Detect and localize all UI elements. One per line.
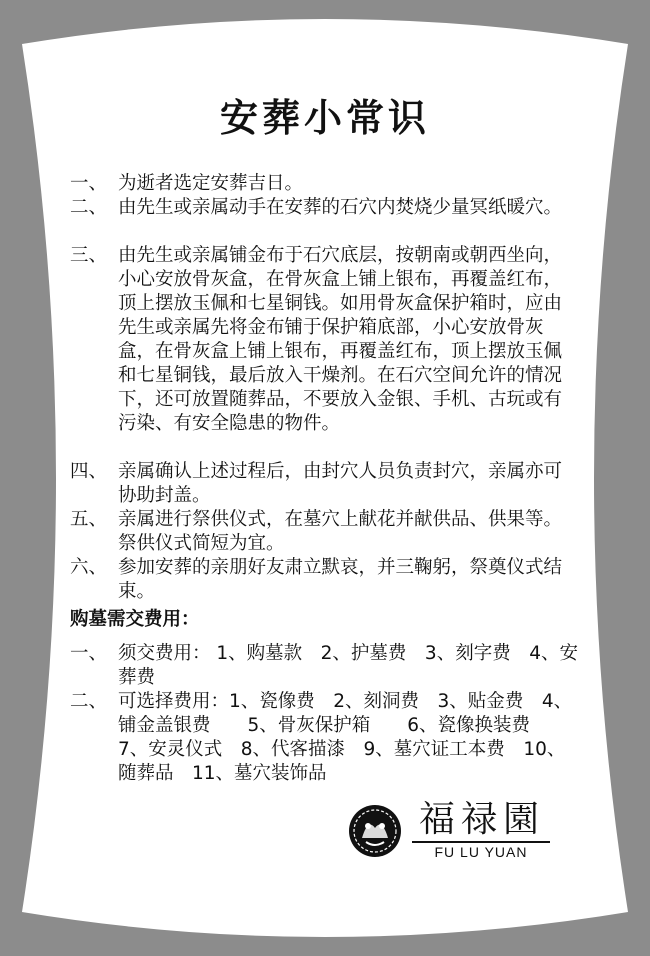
fee-number: 一、 [70, 643, 108, 664]
page-title: 安葬小常识 [219, 96, 430, 140]
fee-item-2 [70, 690, 578, 786]
rule-number: 五、 [70, 509, 108, 530]
logo-english-name: FU LU YUAN [434, 844, 528, 860]
emblem-icon [348, 804, 402, 858]
fu-lu-yuan-logo [348, 800, 558, 864]
rule-number: 四、 [70, 461, 108, 482]
fee-text: 可选择费用：1、瓷像费 2、刻洞费 3、贴金费 4、铺金盖银费 5、骨灰保护箱 6、瓷像换装费 7、安灵仪式 8、代客描漆 9、墓穴证工本费 10、随葬品 11、墓穴装饰品 [118, 691, 573, 784]
rule-number: 三、 [70, 245, 108, 266]
rule-item-3 [70, 244, 578, 436]
rule-text: 由先生或亲属动手在安葬的石穴内焚烧少量冥纸暖穴。 [118, 197, 563, 218]
rule-text: 由先生或亲属铺金布于石穴底层，按朝南或朝西坐向，小心安放骨灰盒，在骨灰盒上铺上银布，再覆盖红布，顶上摆放玉佩和七星铜钱。如用骨灰盒保护箱时，应由先生或亲属先将金布铺于保护箱底部，小心安放骨灰盒，在骨灰盒上铺上银布，再覆盖红布，顶上摆放玉佩和七星铜钱，最后放入干燥剂。在石穴空间允许的情况下，还可放置随葬品，不要放入金银、手机、古玩或有污染、有安全隐患的物件。 [118, 245, 563, 434]
rule-item-2 [70, 196, 578, 220]
rule-item-6 [70, 556, 578, 604]
rule-text: 参加安葬的亲朋好友肃立默哀，并三鞠躬，祭奠仪式结束。 [118, 557, 563, 602]
rule-item-4 [70, 460, 578, 508]
rule-item-5 [70, 508, 578, 556]
fee-item-1 [70, 642, 578, 690]
rule-number: 二、 [70, 197, 108, 218]
rule-text: 为逝者选定安葬吉日。 [118, 173, 304, 194]
fee-number: 二、 [70, 691, 108, 712]
rule-number: 六、 [70, 557, 108, 578]
rule-number: 一、 [70, 173, 108, 194]
fees-heading: 购墓需交费用： [70, 609, 200, 630]
rule-text: 亲属确认上述过程后，由封穴人员负责封穴，亲属亦可协助封盖。 [118, 461, 563, 506]
fee-text: 须交费用： 1、购墓款 2、护墓费 3、刻字费 4、安葬费 [118, 643, 578, 688]
rule-item-1 [70, 172, 578, 196]
rule-text: 亲属进行祭供仪式，在墓穴上献花并献供品、供果等。祭供仪式简短为宜。 [118, 509, 563, 554]
logo-chinese-name: 福禄園 [418, 799, 545, 840]
